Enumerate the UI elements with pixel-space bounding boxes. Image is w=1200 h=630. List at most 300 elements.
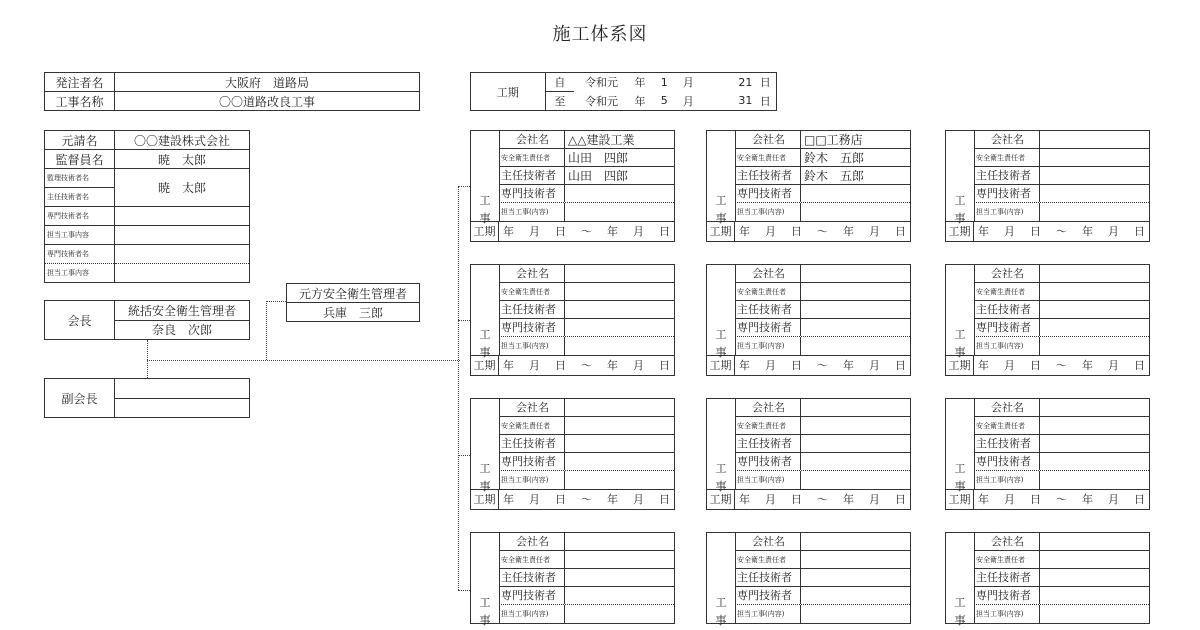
chief-engineer-value [565, 301, 674, 318]
work-vertical-2: 事 [715, 614, 727, 627]
work-content-value [565, 337, 674, 355]
safety-officer-value: 鈴木 五郎 [804, 151, 865, 165]
term-month-to: 月 [633, 225, 644, 238]
work-vertical-label [471, 533, 500, 627]
specialist-label: 専門技術者 [974, 319, 1040, 336]
company-label: 会社名 [735, 131, 801, 148]
term-year-to: 年 [1082, 225, 1093, 238]
company-value [801, 533, 910, 550]
work-vertical-1: 工 [715, 596, 727, 609]
term-day-from: 日 [555, 225, 566, 238]
term-year-from: 年 [739, 225, 750, 238]
work-vertical-2: 事 [954, 346, 966, 359]
vice-chairman-value-2 [115, 398, 250, 418]
work-vertical-1: 工 [954, 596, 966, 609]
term-year-from: 年 [739, 359, 750, 372]
chief-engineer-label: 主任技術者 [499, 167, 565, 184]
from-era: 令和元 [574, 73, 629, 92]
term-year-to: 年 [607, 493, 618, 506]
term-tilde: ～ [581, 493, 592, 506]
term-year-from: 年 [978, 493, 989, 506]
safety-officer-label: 安全衛生責任者 [974, 149, 1040, 166]
chief-engineer-value [1040, 435, 1149, 452]
term-month-to: 月 [869, 493, 880, 506]
term-label: 工期 [946, 222, 974, 241]
connector-branch-1 [458, 186, 470, 187]
work-content-label-2: 担当工事内容 [45, 264, 115, 283]
work-name-value: 〇〇道路改良工事 [115, 92, 420, 111]
chairman-name: 奈良 次郎 [115, 320, 250, 340]
chief-engineer-label: 主任技術者 [499, 569, 565, 586]
work-vertical-1: 工 [479, 462, 491, 475]
work-vertical-1: 工 [715, 462, 727, 475]
connector-trunk [458, 186, 459, 590]
term-month-from: 月 [765, 493, 776, 506]
supervising-engineer-label: 監理技術者名 [45, 169, 115, 188]
term-label: 工期 [946, 356, 974, 375]
specialist-value [1040, 319, 1149, 336]
specialist-value [565, 319, 674, 336]
specialist-value [565, 185, 674, 202]
term-month-from: 月 [529, 225, 540, 238]
company-value [1040, 131, 1149, 148]
specialist-label: 専門技術者 [735, 587, 801, 604]
term-day-from: 日 [1030, 359, 1041, 372]
work-vertical-1: 工 [954, 328, 966, 341]
prime-contractor-table [44, 130, 250, 283]
term-row [471, 355, 674, 375]
specialist-value [801, 319, 910, 336]
work-vertical-2: 事 [479, 212, 491, 225]
supervisor-label: 監督員名 [45, 150, 115, 169]
safety-officer-label: 安全衛生責任者 [499, 551, 565, 568]
company-value [801, 265, 910, 282]
contractor-value: 〇〇建設株式会社 [115, 131, 250, 150]
contractor-label: 元請名 [45, 131, 115, 150]
chief-engineer-value [1040, 167, 1149, 184]
safety-officer-label: 安全衛生責任者 [974, 283, 1040, 300]
work-content-label: 担当工事(内容) [499, 471, 565, 489]
client-label: 発注者名 [45, 73, 115, 92]
work-content-value [801, 605, 910, 623]
safety-manager-table [286, 283, 420, 322]
work-vertical-label [707, 131, 736, 225]
term-row [707, 489, 910, 509]
company-label: 会社名 [974, 131, 1040, 148]
safety-officer-label: 安全衛生責任者 [735, 283, 801, 300]
work-vertical-2: 事 [715, 212, 727, 225]
term-day-to: 日 [659, 493, 670, 506]
term-year-to: 年 [1082, 359, 1093, 372]
specialist-label: 専門技術者 [735, 453, 801, 470]
work-vertical-label [471, 399, 500, 493]
work-content-label: 担当工事(内容) [735, 471, 801, 489]
work-vertical-2: 事 [479, 614, 491, 627]
safety-officer-label: 安全衛生責任者 [499, 417, 565, 434]
subcontractor-card [945, 264, 1150, 376]
company-label: 会社名 [735, 399, 801, 416]
term-year-to: 年 [843, 493, 854, 506]
work-content-value [1040, 203, 1149, 221]
term-month-from: 月 [1004, 493, 1015, 506]
company-value [565, 399, 674, 416]
term-day-from: 日 [1030, 493, 1041, 506]
term-month-to: 月 [633, 493, 644, 506]
safety-officer-value [801, 283, 910, 300]
to-day: 31 [699, 92, 754, 111]
term-month-to: 月 [1108, 359, 1119, 372]
company-value [1040, 265, 1149, 282]
specialist-value-2 [115, 245, 250, 264]
safety-officer-value [565, 283, 674, 300]
term-tilde: ～ [1056, 225, 1067, 238]
subcontractor-card [945, 398, 1150, 510]
company-value [801, 399, 910, 416]
period-label: 工期 [471, 73, 546, 111]
specialist-label: 専門技術者 [735, 319, 801, 336]
work-content-value [1040, 471, 1149, 489]
work-vertical-1: 工 [479, 328, 491, 341]
company-label: 会社名 [735, 533, 801, 550]
specialist-value [801, 185, 910, 202]
work-vertical-1: 工 [954, 462, 966, 475]
work-vertical-label [707, 533, 736, 627]
work-content-label: 担当工事(内容) [974, 605, 1040, 623]
work-vertical-2: 事 [715, 480, 727, 493]
to-year-unit: 年 [629, 92, 651, 111]
from-day-unit: 日 [754, 73, 776, 92]
term-label: 工期 [707, 356, 735, 375]
term-year-from: 年 [739, 493, 750, 506]
work-content-value [1040, 337, 1149, 355]
work-vertical-label [946, 533, 975, 627]
specialist-value [801, 587, 910, 604]
term-row [946, 355, 1149, 375]
work-content-label: 担当工事(内容) [974, 337, 1040, 355]
term-row [946, 221, 1149, 241]
company-value [1040, 533, 1149, 550]
term-year-to: 年 [843, 225, 854, 238]
company-label: 会社名 [974, 399, 1040, 416]
safety-officer-value [1040, 283, 1149, 300]
safety-officer-value [565, 417, 674, 434]
term-month-from: 月 [1004, 225, 1015, 238]
work-content-value [565, 203, 674, 221]
subcontractor-card [470, 264, 675, 376]
chief-engineer-value [801, 435, 910, 452]
chief-engineer-label: 主任技術者 [974, 569, 1040, 586]
term-year-to: 年 [607, 225, 618, 238]
work-vertical-1: 工 [954, 194, 966, 207]
connector-branch-4 [458, 590, 470, 591]
specialist-label-2: 専門技術者名 [45, 245, 115, 264]
term-day-to: 日 [1134, 359, 1145, 372]
safety-officer-value [565, 551, 674, 568]
subcontractor-card [945, 130, 1150, 242]
work-vertical-1: 工 [715, 328, 727, 341]
term-tilde: ～ [581, 359, 592, 372]
chief-engineer-value [565, 435, 674, 452]
term-day-from: 日 [1030, 225, 1041, 238]
work-vertical-2: 事 [479, 480, 491, 493]
work-name-label: 工事名称 [45, 92, 115, 111]
specialist-label: 専門技術者 [735, 185, 801, 202]
term-label: 工期 [471, 222, 499, 241]
connector-branch-2 [458, 320, 470, 321]
company-value: □□工務店 [804, 133, 863, 147]
work-vertical-label [707, 399, 736, 493]
work-content-value [801, 471, 910, 489]
chief-engineer-label: 主任技術者 [499, 435, 565, 452]
work-content-value [801, 203, 910, 221]
company-label: 会社名 [974, 533, 1040, 550]
term-year-from: 年 [503, 493, 514, 506]
term-day-from: 日 [791, 225, 802, 238]
term-month-to: 月 [633, 359, 644, 372]
chief-engineer-label: 主任技術者名 [45, 188, 115, 207]
work-vertical-2: 事 [479, 346, 491, 359]
safety-officer-label: 安全衛生責任者 [735, 149, 801, 166]
work-content-value [565, 471, 674, 489]
term-day-to: 日 [659, 359, 670, 372]
term-day-from: 日 [555, 493, 566, 506]
term-year-from: 年 [978, 359, 989, 372]
company-label: 会社名 [499, 533, 565, 550]
safety-officer-label: 安全衛生責任者 [974, 417, 1040, 434]
term-day-to: 日 [895, 225, 906, 238]
company-label: 会社名 [499, 265, 565, 282]
specialist-value [801, 453, 910, 470]
chief-engineer-value [801, 569, 910, 586]
engineer-value: 暁 太郎 [115, 169, 250, 207]
chief-engineer-label: 主任技術者 [499, 301, 565, 318]
from-month-unit: 月 [677, 73, 699, 92]
work-content-label: 担当工事(内容) [499, 203, 565, 221]
safety-officer-label: 安全衛生責任者 [735, 551, 801, 568]
work-vertical-2: 事 [715, 346, 727, 359]
to-era: 令和元 [574, 92, 629, 111]
chief-engineer-value [801, 301, 910, 318]
specialist-value [1040, 185, 1149, 202]
safety-officer-label: 安全衛生責任者 [974, 551, 1040, 568]
term-row [946, 489, 1149, 509]
company-value [1040, 399, 1149, 416]
supervisor-value: 暁 太郎 [115, 150, 250, 169]
term-day-to: 日 [895, 493, 906, 506]
term-month-to: 月 [1108, 493, 1119, 506]
work-vertical-1: 工 [715, 194, 727, 207]
subcontractor-card [945, 532, 1150, 627]
work-vertical-label [471, 131, 500, 225]
chief-engineer-label: 主任技術者 [735, 435, 801, 452]
term-month-from: 月 [765, 225, 776, 238]
work-content-label: 担当工事(内容) [735, 605, 801, 623]
chief-engineer-label: 主任技術者 [735, 569, 801, 586]
term-tilde: ～ [581, 225, 592, 238]
work-vertical-label [707, 265, 736, 359]
safety-officer-label: 安全衛生責任者 [735, 417, 801, 434]
subcontractor-card [470, 130, 675, 242]
chief-engineer-label: 主任技術者 [735, 167, 801, 184]
term-year-from: 年 [978, 225, 989, 238]
term-tilde: ～ [817, 225, 828, 238]
specialist-value [565, 453, 674, 470]
term-year-from: 年 [503, 225, 514, 238]
work-content-label: 担当工事(内容) [974, 471, 1040, 489]
term-day-to: 日 [1134, 225, 1145, 238]
safety-officer-label: 安全衛生責任者 [499, 283, 565, 300]
specialist-label: 専門技術者 [499, 319, 565, 336]
chief-engineer-value [1040, 301, 1149, 318]
term-label: 工期 [707, 490, 735, 509]
chairman-table [44, 300, 250, 340]
work-vertical-label [471, 265, 500, 359]
term-day-to: 日 [895, 359, 906, 372]
work-content-label: 担当工事(内容) [735, 337, 801, 355]
specialist-label: 専門技術者 [974, 453, 1040, 470]
connector-chair-down [147, 340, 148, 378]
term-row [471, 489, 674, 509]
vice-chairman-table [44, 378, 250, 418]
safety-officer-label: 安全衛生責任者 [499, 149, 565, 166]
company-label: 会社名 [974, 265, 1040, 282]
specialist-value [565, 587, 674, 604]
client-value: 大阪府 道路局 [115, 73, 420, 92]
connector-branch-3 [458, 455, 470, 456]
subcontractor-card [706, 264, 911, 376]
specialist-label: 専門技術者 [974, 587, 1040, 604]
term-tilde: ～ [1056, 359, 1067, 372]
term-label: 工期 [471, 490, 499, 509]
term-row [707, 355, 910, 375]
connector-main-h [147, 360, 460, 361]
to-month-unit: 月 [677, 92, 699, 111]
term-year-to: 年 [607, 359, 618, 372]
term-month-from: 月 [1004, 359, 1015, 372]
to-label: 至 [545, 92, 574, 111]
to-day-unit: 日 [754, 92, 776, 111]
subcontractor-card [706, 130, 911, 242]
specialist-value-1 [115, 207, 250, 226]
term-label: 工期 [946, 490, 974, 509]
term-tilde: ～ [817, 493, 828, 506]
chairman-label: 会長 [45, 301, 115, 340]
term-day-to: 日 [659, 225, 670, 238]
term-day-from: 日 [791, 493, 802, 506]
term-year-to: 年 [843, 359, 854, 372]
specialist-value [1040, 453, 1149, 470]
from-day: 21 [699, 73, 754, 92]
subcontractor-card [470, 398, 675, 510]
specialist-label: 専門技術者 [499, 587, 565, 604]
from-year-unit: 年 [629, 73, 651, 92]
chief-engineer-label: 主任技術者 [974, 435, 1040, 452]
work-content-label: 担当工事(内容) [735, 203, 801, 221]
work-vertical-1: 工 [479, 194, 491, 207]
period-table [470, 72, 777, 111]
specialist-label: 専門技術者 [499, 185, 565, 202]
term-day-to: 日 [1134, 493, 1145, 506]
term-year-to: 年 [1082, 493, 1093, 506]
work-vertical-label [946, 399, 975, 493]
company-value [565, 533, 674, 550]
term-month-to: 月 [869, 359, 880, 372]
work-vertical-2: 事 [954, 212, 966, 225]
work-vertical-label [946, 265, 975, 359]
work-content-label: 担当工事(内容) [499, 337, 565, 355]
connector-safety-v [266, 301, 267, 360]
work-content-value [801, 337, 910, 355]
subcontractor-card [470, 532, 675, 627]
work-content-value-1 [115, 226, 250, 245]
specialist-label: 専門技術者 [499, 453, 565, 470]
safety-officer-value [1040, 551, 1149, 568]
company-label: 会社名 [735, 265, 801, 282]
company-value: △△建設工業 [568, 133, 635, 147]
work-vertical-2: 事 [954, 614, 966, 627]
work-content-label-1: 担当工事内容 [45, 226, 115, 245]
page-title: 施工体系図 [552, 24, 648, 45]
work-content-label: 担当工事(内容) [974, 203, 1040, 221]
chief-engineer-value: 鈴木 五郎 [804, 169, 865, 183]
work-content-value [565, 605, 674, 623]
term-month-from: 月 [765, 359, 776, 372]
safety-officer-value [1040, 417, 1149, 434]
to-month: 5 [651, 92, 677, 111]
work-vertical-label [946, 131, 975, 225]
term-month-to: 月 [869, 225, 880, 238]
term-row [707, 221, 910, 241]
vice-chairman-label: 副会長 [45, 379, 115, 418]
work-content-value-2 [115, 264, 250, 283]
safety-officer-value: 山田 四郎 [568, 151, 629, 165]
specialist-label-1: 専門技術者名 [45, 207, 115, 226]
term-day-from: 日 [791, 359, 802, 372]
term-tilde: ～ [817, 359, 828, 372]
connector-safety-h [266, 301, 286, 302]
safety-officer-value [1040, 149, 1149, 166]
work-content-value [1040, 605, 1149, 623]
work-content-label: 担当工事(内容) [499, 605, 565, 623]
specialist-value [1040, 587, 1149, 604]
safety-manager-label: 元方安全衛生管理者 [287, 284, 420, 303]
work-vertical-1: 工 [479, 596, 491, 609]
vice-chairman-value-1 [115, 379, 250, 399]
from-month: 1 [651, 73, 677, 92]
term-label: 工期 [707, 222, 735, 241]
from-label: 自 [545, 73, 574, 92]
term-year-from: 年 [503, 359, 514, 372]
chief-engineer-value [565, 569, 674, 586]
safety-manager-name: 兵庫 三郎 [287, 303, 420, 322]
term-label: 工期 [471, 356, 499, 375]
work-vertical-2: 事 [954, 480, 966, 493]
chief-engineer-label: 主任技術者 [735, 301, 801, 318]
header-table [44, 72, 420, 111]
safety-officer-value [801, 551, 910, 568]
term-row [471, 221, 674, 241]
term-month-to: 月 [1108, 225, 1119, 238]
chief-engineer-value [1040, 569, 1149, 586]
chief-engineer-value: 山田 四郎 [568, 169, 629, 183]
subcontractor-card [706, 532, 911, 627]
subcontractor-card [706, 398, 911, 510]
safety-officer-value [801, 417, 910, 434]
chief-engineer-label: 主任技術者 [974, 301, 1040, 318]
term-tilde: ～ [1056, 493, 1067, 506]
term-day-from: 日 [555, 359, 566, 372]
term-month-from: 月 [529, 359, 540, 372]
